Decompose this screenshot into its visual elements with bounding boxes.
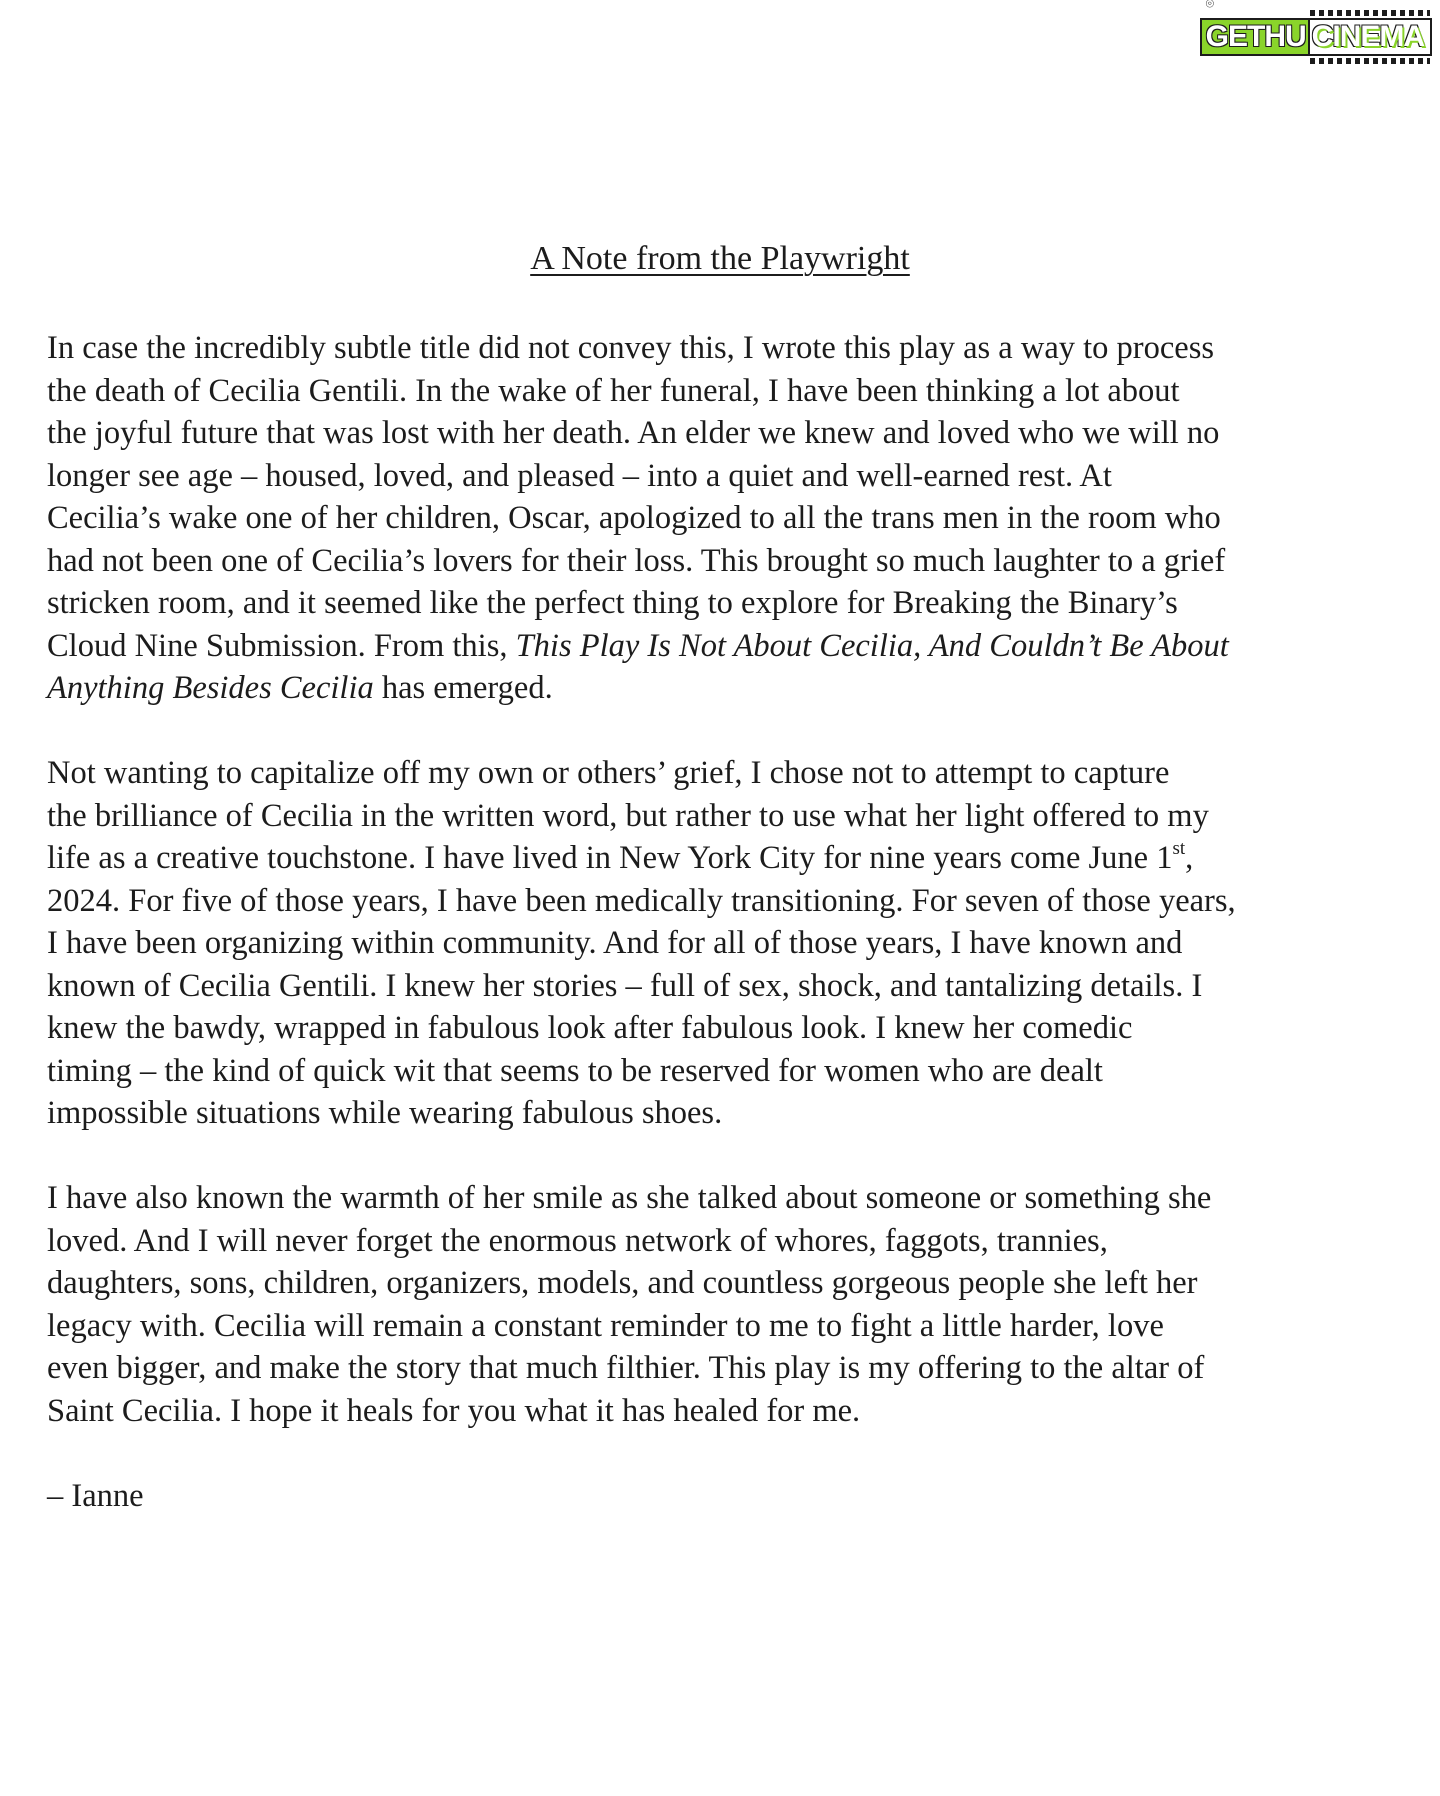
text-line: the death of Cecilia Gentili. In the wake of her funeral, I have been thinking a lot about	[47, 372, 1180, 409]
play-title-italic: This Play Is Not About Cecilia, And Couldn’t Be About	[515, 627, 1229, 664]
text-run: life as a creative touchstone. I have lived in New York City for nine years come June 1	[47, 840, 1173, 876]
text-line	[47, 837, 1407, 880]
text-line: Cecilia’s wake one of her children, Oscar, apologized to all the trans men in the room who	[47, 500, 1221, 536]
paragraph-2	[47, 752, 1407, 1135]
text-line: knew the bawdy, wrapped in fabulous look after fabulous look. I knew her comedic	[47, 1010, 1133, 1046]
text-line: loved. And I will never forget the enormous network of whores, faggots, trannies,	[47, 1222, 1108, 1259]
signature-text: – Ianne	[47, 1477, 144, 1514]
text-line: timing – the kind of quick wit that seems to be reserved for women who are dealt	[47, 1052, 1103, 1089]
superscript: st	[1172, 838, 1186, 859]
watermark-logo	[1200, 0, 1432, 62]
camera-icon: ⌾	[1205, 0, 1215, 12]
text-line: 2024. For five of those years, I have been medically transitioning. For seven of those years,	[47, 882, 1236, 919]
signature	[47, 1475, 1407, 1518]
text-line: longer see age – housed, loved, and pleased – into a quiet and well-earned rest. At	[47, 457, 1112, 494]
text-line: daughters, sons, children, organizers, models, and countless gorgeous people she left her	[47, 1265, 1198, 1301]
text-line: Not wanting to capitalize off my own or others’ grief, I chose not to attempt to capture	[47, 755, 1170, 791]
page-title: A Note from the Playwright	[530, 240, 910, 277]
text-run: ,	[1185, 840, 1194, 876]
document-body	[47, 327, 1407, 1560]
watermark-right-text	[1308, 18, 1432, 56]
text-line: I have been organizing within community. And for all of those years, I have known and	[47, 925, 1183, 961]
text-line: the joyful future that was lost with her death. An elder we knew and loved who we will no	[47, 415, 1220, 451]
text-line	[47, 625, 1407, 668]
text-line: known of Cecilia Gentili. I knew her stories – full of sex, shock, and tantalizing details. I	[47, 967, 1203, 1004]
text-line: In case the incredibly subtle title did not convey this, I wrote this play as a way to process	[47, 330, 1215, 366]
text-line: legacy with. Cecilia will remain a constant reminder to me to fight a little harder, love	[47, 1307, 1164, 1344]
paragraph-3	[47, 1177, 1407, 1432]
text-line: Saint Cecilia. I hope it heals for you what it has healed for me.	[47, 1392, 861, 1429]
film-strip-bottom	[1310, 58, 1430, 64]
text-run: Cloud Nine Submission. From this,	[47, 627, 516, 664]
text-run: has emerged.	[373, 670, 553, 706]
text-line: I have also known the warmth of her smile as she talked about someone or something she	[47, 1180, 1212, 1216]
watermark-right-label: CINEMA	[1311, 20, 1424, 53]
film-strip-top	[1310, 10, 1430, 16]
text-line: the brilliance of Cecilia in the written word, but rather to use what her light offered to my	[47, 797, 1209, 834]
text-line: even bigger, and make the story that much filthier. This play is my offering to the altar of	[47, 1350, 1205, 1386]
paragraph-1	[47, 327, 1407, 710]
text-line	[47, 667, 1407, 710]
play-title-italic: Anything Besides Cecilia	[47, 670, 374, 706]
text-line: had not been one of Cecilia’s lovers for their loss. This brought so much laughter to a grief	[47, 542, 1226, 579]
text-line: stricken room, and it seemed like the perfect thing to explore for Breaking the Binary’s	[47, 585, 1178, 621]
text-line: impossible situations while wearing fabulous shoes.	[47, 1095, 723, 1131]
watermark-left-text: GETHU	[1200, 18, 1308, 56]
